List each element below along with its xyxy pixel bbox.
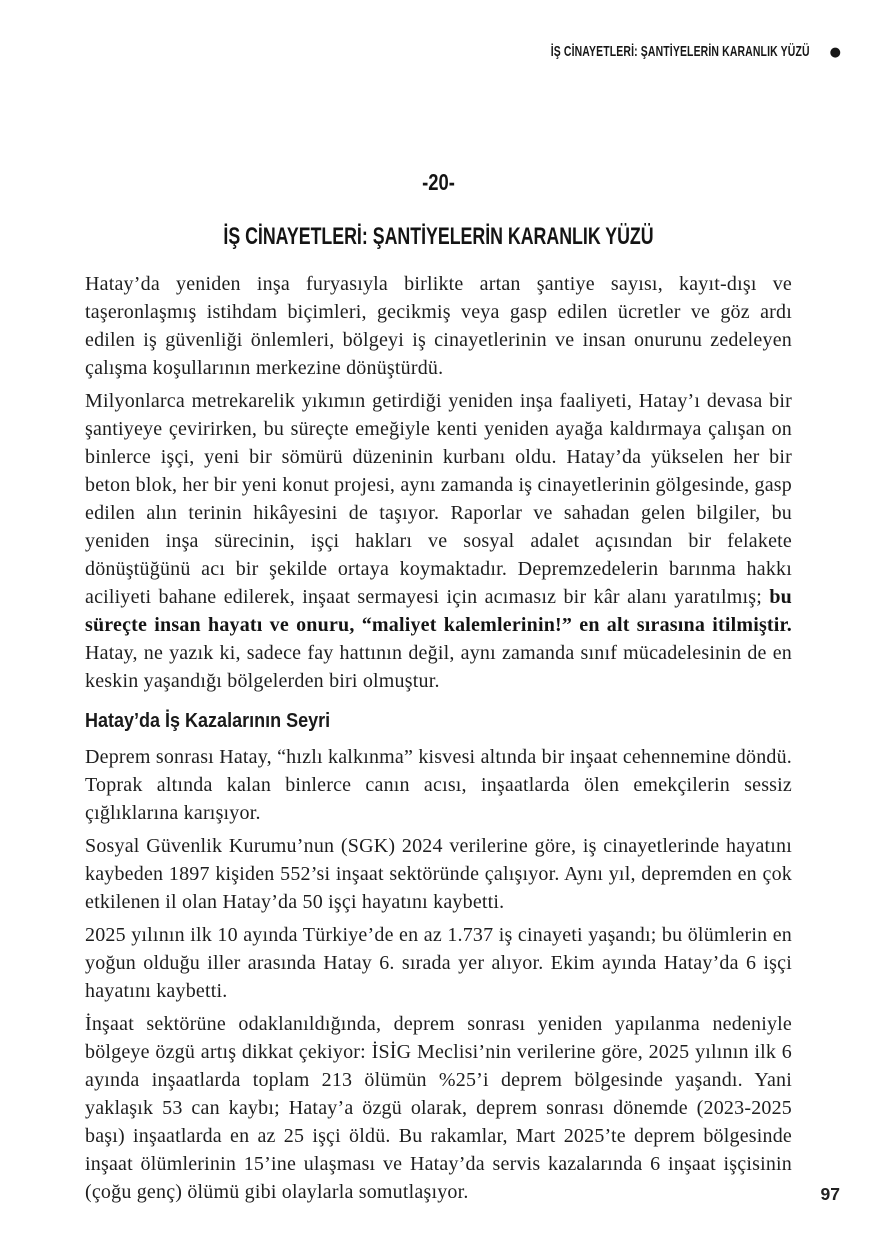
page-number: 97 <box>820 1184 840 1204</box>
paragraph-reconstruction-tail: Hatay, ne yazık ki, sadece fay hattının değil, aynı zamanda sınıf mücadelesinin de en keskin yaşandığı bölgelerden biri olmuştur. <box>85 642 792 692</box>
bullet-icon: ● <box>829 44 841 60</box>
body-text <box>85 270 792 1206</box>
paragraph-2025-verileri: 2025 yılının ilk 10 ayında Türkiye’de en az 1.737 iş cinayeti yaşandı; bu ölümlerin en yoğun olduğu iller arasında Hatay 6. sırada yer alıyor. Ekim ayında Hatay’da 6 işçi hayatını kaybetti. <box>85 924 792 1002</box>
paragraph-insaat-sektoru: İnşaat sektörüne odaklanıldığında, deprem sonrası yeniden yapılanma nedeniyle bölgeye özgü artış dikkat çekiyor: İSİG Meclisi’nin verilerine göre, 2025 yılının ilk 6 ayında inşaatlarda toplam 213 ölümün %25’i deprem bölgesinde yaşandı. Yani yaklaşık 53 can kaybı; Hatay’a özgü olarak, deprem sonrası dönemde (2023-2025 başı) inşaatlarda en az 25 işçi öldü. Bu rakamlar, Mart 2025’te deprem bölgesinde inşaat ölümlerinin 15’ine ulaşması ve Hatay’da servis kazalarında 6 inşaat işçisinin (çoğu genç) ölümü gibi olaylarla somutlaşıyor. <box>85 1013 792 1203</box>
paragraph-intro: Hatay’da yeniden inşa furyasıyla birlikte artan şantiye sayısı, kayıt-dışı ve taşeronlaşmış istihdam biçimleri, gecikmiş veya gasp edilen ücretler ve göz ardı edilen iş güvenliği önlemleri, bölgeyi iş cinayetlerinin ve insan onurunu zedeleyen çalışma koşullarının merkezine dönüştürdü. <box>85 273 792 379</box>
paragraph-reconstruction-emphasis: bu süreçte insan hayatı ve onuru, “maliyet kalemlerinin!” en alt sırasına itilmiştir. <box>85 586 792 636</box>
paragraph-deprem-sonrasi: Deprem sonrası Hatay, “hızlı kalkınma” kisvesi altında bir inşaat cehennemine döndü. Toprak altında kalan binlerce canın acısı, inşaatlarda ölen emekçilerin sessiz çığlıklarına karışıyor. <box>85 746 792 824</box>
running-header-title: İŞ CİNAYETLERİ: ŞANTİYELERİN KARANLIK YÜZÜ <box>550 44 810 60</box>
paragraph-reconstruction <box>85 387 792 695</box>
page-content <box>0 168 877 1206</box>
paragraph-sgk-verileri: Sosyal Güvenlik Kurumu’nun (SGK) 2024 verilerine göre, iş cinayetlerinde hayatını kaybeden 1897 kişiden 552’si inşaat sektöründe çalışıyor. Aynı yıl, depremden en çok etkilenen il olan Hatay’da 50 işçi hayatını kaybetti. <box>85 835 792 913</box>
section-heading-is-kazalari: Hatay’da İş Kazalarının Seyri <box>85 710 331 732</box>
paragraph-reconstruction-lead: Milyonlarca metrekarelik yıkımın getirdiği yeniden inşa faaliyeti, Hatay’ı devasa bir şantiyeye çevirirken, bu süreçte emeğiyle kenti yeniden ayağa kaldırmaya çalışan on binlerce işçi, yeni bir sömürü düzeninin kurbanı oldu. Hatay’da yükselen her bir beton blok, her bir yeni konut projesi, aynı zamanda iş cinayetlerinin gölgesinde, gasp edilen alın terinin hikâyesini de taşıyor. Raporlar ve sahadan gelen bilgiler, bu yeniden inşa sürecinin, işçi hakları ve sosyal adalet açısından bir felakete dönüştüğünü acı bir şekilde ortaya koymaktadır. Depremzedelerin barınma hakkı aciliyeti bahane edilerek, inşaat sermayesi için acımasız bir kâr alanı yaratılmış; <box>85 390 792 608</box>
chapter-number: -20- <box>422 169 455 195</box>
chapter-title: İŞ CİNAYETLERİ: ŞANTİYELERİN KARANLIK YÜZÜ <box>223 223 654 250</box>
running-header <box>450 44 841 60</box>
